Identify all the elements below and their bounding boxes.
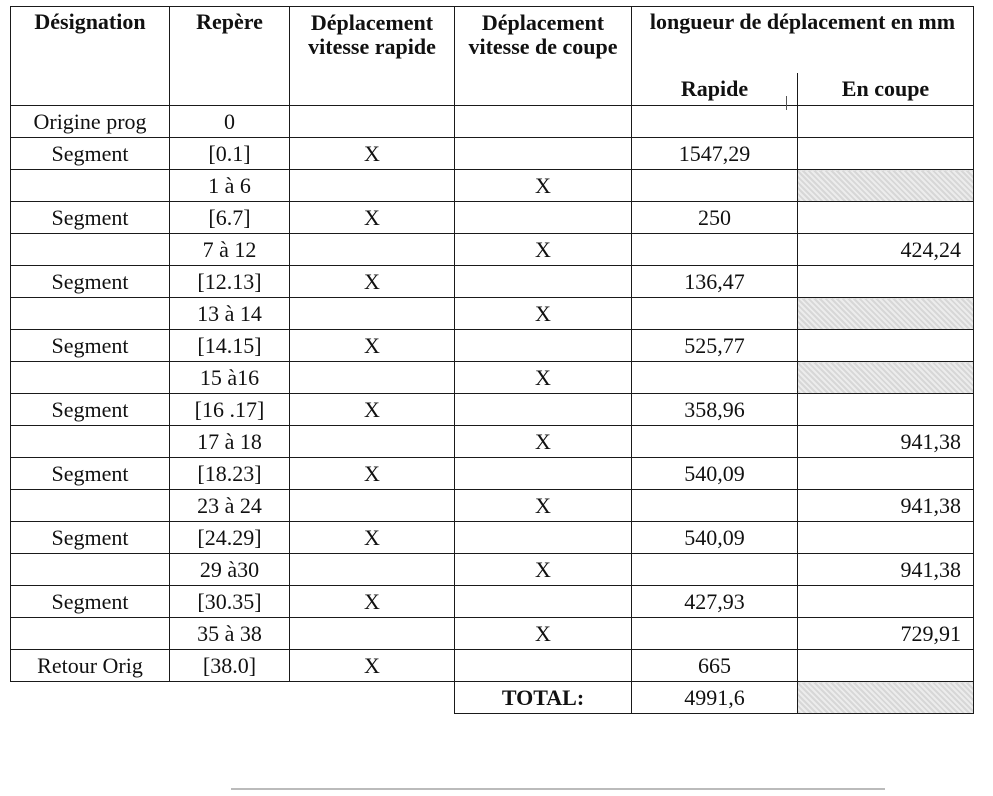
row-repere: [30.35] [170,586,290,618]
table-row [11,298,974,330]
row-rapide-mark: X [290,458,455,490]
row-repere: 17 à 18 [170,426,290,458]
header-designation: Désignation [11,7,170,106]
row-len-coupe: 941,38 [798,426,974,458]
row-coupe-mark [455,650,632,682]
row-coupe-mark [455,138,632,170]
row-rapide-mark: X [290,330,455,362]
row-rapide-mark [290,362,455,394]
row-repere: 35 à 38 [170,618,290,650]
row-len-coupe [798,330,974,362]
header-len-coupe: En coupe [798,73,974,106]
row-designation [11,554,170,586]
row-repere: [18.23] [170,458,290,490]
scan-baseline [231,788,885,790]
row-coupe-mark [455,330,632,362]
row-repere: 0 [170,106,290,138]
row-len-rapide [632,426,798,458]
table-row [11,554,974,586]
row-len-coupe: 729,91 [798,618,974,650]
row-len-coupe [798,170,974,202]
table-row [11,170,974,202]
total-row [11,682,974,714]
row-len-rapide: 525,77 [632,330,798,362]
row-len-rapide: 1547,29 [632,138,798,170]
row-len-coupe [798,650,974,682]
table-body [11,106,974,682]
row-rapide-mark [290,554,455,586]
row-rapide-mark: X [290,650,455,682]
row-repere: 1 à 6 [170,170,290,202]
row-coupe-mark: X [455,234,632,266]
row-coupe-mark [455,106,632,138]
row-rapide-mark [290,426,455,458]
row-coupe-mark: X [455,362,632,394]
row-len-coupe [798,586,974,618]
row-repere: 29 à30 [170,554,290,586]
row-coupe-mark [455,458,632,490]
row-designation [11,170,170,202]
row-repere: 15 à16 [170,362,290,394]
column-divider-mark [786,96,787,110]
row-rapide-mark [290,490,455,522]
row-len-coupe [798,266,974,298]
table-row [11,394,974,426]
row-len-coupe [798,138,974,170]
row-rapide-mark: X [290,202,455,234]
row-repere: [12.13] [170,266,290,298]
table-row [11,522,974,554]
total-blank-3 [290,682,455,714]
row-len-rapide [632,554,798,586]
row-len-rapide [632,362,798,394]
row-len-coupe [798,362,974,394]
header-longueur: longueur de déplacement en mm [632,7,974,74]
table-row [11,426,974,458]
row-designation: Retour Orig [11,650,170,682]
table-row [11,202,974,234]
row-designation [11,426,170,458]
row-repere: [38.0] [170,650,290,682]
row-len-coupe [798,458,974,490]
row-len-rapide: 358,96 [632,394,798,426]
row-repere: [14.15] [170,330,290,362]
row-rapide-mark [290,234,455,266]
row-designation [11,234,170,266]
row-designation: Segment [11,138,170,170]
header-coupe-speed: Déplacement vitesse de coupe [455,7,632,106]
row-designation: Segment [11,586,170,618]
table-row [11,362,974,394]
row-len-rapide [632,170,798,202]
row-designation: Segment [11,330,170,362]
row-repere: 23 à 24 [170,490,290,522]
row-designation [11,618,170,650]
row-len-rapide [632,490,798,522]
row-len-coupe [798,298,974,330]
table-row [11,266,974,298]
row-repere: [16 .17] [170,394,290,426]
table-row [11,138,974,170]
row-len-rapide: 427,93 [632,586,798,618]
row-coupe-mark [455,586,632,618]
row-len-rapide [632,298,798,330]
row-rapide-mark [290,170,455,202]
table-row [11,458,974,490]
row-len-rapide: 250 [632,202,798,234]
row-repere: 13 à 14 [170,298,290,330]
row-designation [11,298,170,330]
row-repere: [24.29] [170,522,290,554]
header-len-rapide: Rapide [632,73,798,106]
row-rapide-mark: X [290,394,455,426]
row-len-rapide [632,618,798,650]
row-len-rapide: 540,09 [632,522,798,554]
total-blank-2 [170,682,290,714]
row-len-coupe [798,394,974,426]
row-len-rapide: 665 [632,650,798,682]
row-len-rapide: 540,09 [632,458,798,490]
total-label: TOTAL: [455,682,632,714]
row-coupe-mark: X [455,618,632,650]
row-rapide-mark: X [290,138,455,170]
row-coupe-mark [455,202,632,234]
row-len-rapide: 136,47 [632,266,798,298]
total-coupe [798,682,974,714]
row-len-coupe [798,106,974,138]
total-blank-1 [11,682,170,714]
row-designation: Segment [11,458,170,490]
row-repere: 7 à 12 [170,234,290,266]
table-row [11,234,974,266]
row-designation: Segment [11,202,170,234]
row-len-rapide [632,106,798,138]
table-row [11,330,974,362]
row-coupe-mark: X [455,298,632,330]
row-designation: Segment [11,266,170,298]
row-len-coupe [798,522,974,554]
row-repere: [6.7] [170,202,290,234]
total-rapide: 4991,6 [632,682,798,714]
table-row [11,490,974,522]
document-sheet [10,6,974,714]
header-row [11,7,974,74]
row-rapide-mark [290,618,455,650]
row-repere: [0.1] [170,138,290,170]
row-coupe-mark: X [455,170,632,202]
row-len-rapide [632,234,798,266]
row-designation [11,362,170,394]
row-designation: Segment [11,522,170,554]
row-rapide-mark: X [290,266,455,298]
row-rapide-mark: X [290,522,455,554]
row-rapide-mark [290,106,455,138]
row-coupe-mark: X [455,426,632,458]
table-row [11,650,974,682]
header-rapide-speed: Déplacement vitesse rapide [290,7,455,106]
table-row [11,586,974,618]
table-row [11,618,974,650]
row-designation: Origine prog [11,106,170,138]
row-designation: Segment [11,394,170,426]
table-row [11,106,974,138]
row-coupe-mark: X [455,554,632,586]
row-rapide-mark [290,298,455,330]
row-rapide-mark: X [290,586,455,618]
row-len-coupe: 941,38 [798,554,974,586]
row-coupe-mark [455,266,632,298]
row-coupe-mark [455,394,632,426]
row-len-coupe: 424,24 [798,234,974,266]
row-len-coupe: 941,38 [798,490,974,522]
row-designation [11,490,170,522]
row-coupe-mark [455,522,632,554]
row-coupe-mark: X [455,490,632,522]
displacement-table [10,6,974,714]
row-len-coupe [798,202,974,234]
header-repere: Repère [170,7,290,106]
